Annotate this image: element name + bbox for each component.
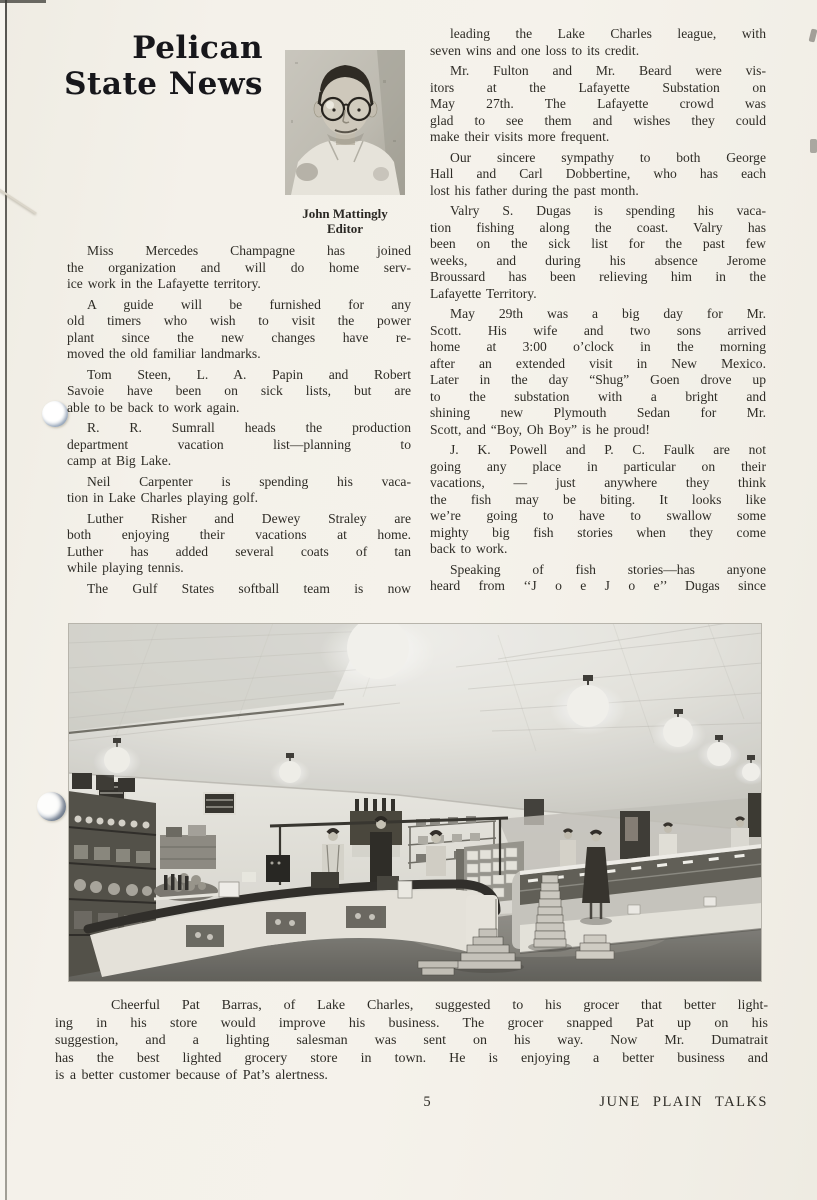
paragraph <box>430 442 766 558</box>
text-line: lost his father during the past month. <box>430 182 639 198</box>
editor-role: Editor <box>326 221 364 236</box>
text-line: leading the Lake Charles league, with <box>450 26 766 41</box>
text-line: Later in the day “Shug” Goen drove up <box>430 372 766 387</box>
text-line: Luther has added several coats of tan <box>67 543 411 559</box>
text-line: after an extended visit in New Mexico. <box>430 355 766 371</box>
paragraph <box>430 562 766 595</box>
text-line: been on the sick list for the past few <box>430 236 766 251</box>
paragraph <box>67 420 411 470</box>
title-line-2: State News <box>64 66 263 102</box>
text-line: moved the old familiar landmarks. <box>67 346 261 361</box>
right-column <box>430 26 766 599</box>
text-line: the fish may be biting. It looks like <box>430 491 766 507</box>
text-line: back to work. <box>430 541 508 556</box>
text-line: while playing tennis. <box>67 560 184 575</box>
text-line: Valry S. Dugas is spending his vaca- <box>450 203 766 218</box>
text-line: shining new Plymouth Sedan for Mr. <box>430 405 766 420</box>
text-line: old timers who wish to visit the power <box>67 313 411 328</box>
paragraph <box>67 243 411 293</box>
photo-caption <box>55 997 768 1085</box>
text-line: plant since the new changes have re- <box>67 329 411 345</box>
text-line: weeks, and during his absence Jerome <box>430 252 766 268</box>
text-line: is a better customer because of Pat’s alertness. <box>55 1068 328 1084</box>
text-line: glad to see them and wishes they could <box>430 112 766 128</box>
text-line: we’re going to have to swallow some <box>430 508 766 523</box>
binding-line <box>5 0 7 1200</box>
text-line: Lafayette Territory. <box>430 285 537 301</box>
text-line: Mr. Fulton and Mr. Beard were vis- <box>450 63 766 78</box>
text-line: itors at the Lafayette Substation on <box>430 79 766 95</box>
text-line: tion fishing along the coast. Valry has <box>430 219 766 235</box>
text-line: able to be back to work again. <box>67 399 240 415</box>
scan-edge-mark <box>0 0 46 3</box>
text-line: May 27th. The Lafayette crowd was <box>430 96 766 111</box>
text-line: heard from ‘‘J o e J o e’’ Dugas since <box>430 578 766 593</box>
page-footer <box>55 1094 768 1114</box>
text-line: Scott. His wife and two sons arrived <box>430 322 766 338</box>
text-line: The Gulf States softball team is now <box>87 580 411 596</box>
text-line: has the best lighted grocery store in town. He is enjoying a better business and <box>55 1050 768 1066</box>
paragraph <box>430 63 766 146</box>
paragraph <box>430 150 766 200</box>
text-line: camp at Big Lake. <box>67 453 172 468</box>
text-line: R. R. Sumrall heads the production <box>87 420 411 435</box>
page-title <box>40 30 263 102</box>
text-line: Luther Risher and Dewey Straley are <box>87 510 411 526</box>
text-line: ing in his store would improve his business. The grocer snapped Pat up on his <box>55 1015 768 1031</box>
text-line: Miss Mercedes Champagne has joined <box>87 243 411 258</box>
text-line: Scott, and “Boy, Oh Boy” is he proud! <box>430 421 650 437</box>
text-line: both enjoying their vacations at home. <box>67 527 411 542</box>
editor-portrait-illustration <box>285 50 405 195</box>
paragraph <box>430 306 766 438</box>
text-line: ice work in the Lafayette territory. <box>67 276 261 291</box>
text-line: the organization and will do home serv- <box>67 259 411 275</box>
paragraph <box>67 511 411 577</box>
text-line: Hall and Carl Dobbertine, who has each <box>430 166 766 181</box>
title-line-1: Pelican <box>132 30 263 66</box>
text-line: vacations, — just anywhere they think <box>430 475 766 490</box>
paragraph <box>67 474 411 507</box>
editor-name: John Mattingly <box>302 206 388 221</box>
editor-caption <box>262 206 428 236</box>
text-line: J. K. Powell and P. C. Faulk are not <box>450 442 766 457</box>
text-line: Speaking of fish stories—has anyone <box>450 561 766 577</box>
text-line: Tom Steen, L. A. Papin and Robert <box>87 366 411 382</box>
text-line: Our sincere sympathy to both George <box>450 149 766 165</box>
paragraph <box>430 203 766 302</box>
punch-hole <box>37 792 66 821</box>
scan-edge-mark <box>810 139 817 153</box>
paragraph <box>430 26 766 59</box>
text-line: May 29th was a big day for Mr. <box>450 306 766 321</box>
scan-edge-mark <box>809 28 817 42</box>
text-line: home at 3:00 o’clock in the morning <box>430 339 766 354</box>
text-line: to the substation with a bright and <box>430 388 766 404</box>
left-column <box>67 243 411 601</box>
paragraph <box>67 581 411 598</box>
text-line: Cheerful Pat Barras, of Lake Charles, suggested to his grocer that better light- <box>111 998 768 1013</box>
paragraph <box>67 297 411 363</box>
paragraph <box>67 367 411 417</box>
text-line: make their visits more frequent. <box>430 129 610 144</box>
text-line: Neil Carpenter is spending his vaca- <box>87 473 411 489</box>
text-line: suggestion, and a lighting salesman was sent on his way. Now Mr. Dumatrait <box>55 1033 768 1049</box>
store-photo <box>68 623 762 982</box>
text-line: Savoie have been on sick lists, but are <box>67 383 411 398</box>
text-line: going any place in particular on their <box>430 458 766 474</box>
page-number: 5 <box>423 1094 431 1110</box>
text-line: tion in Lake Charles playing golf. <box>67 490 258 505</box>
text-line: mighty big fish stories when they come <box>430 524 766 540</box>
editor-photo <box>285 50 405 195</box>
text-line: Broussard has been relieving him in the <box>430 269 766 284</box>
magazine-title: JUNE PLAIN TALKS <box>599 1094 768 1110</box>
text-line: A guide will be furnished for any <box>87 296 411 312</box>
text-line: department vacation list—planning to <box>67 436 411 452</box>
store-photo-illustration <box>68 623 762 982</box>
punch-hole <box>42 401 68 427</box>
text-line: seven wins and one loss to its credit. <box>430 42 640 58</box>
